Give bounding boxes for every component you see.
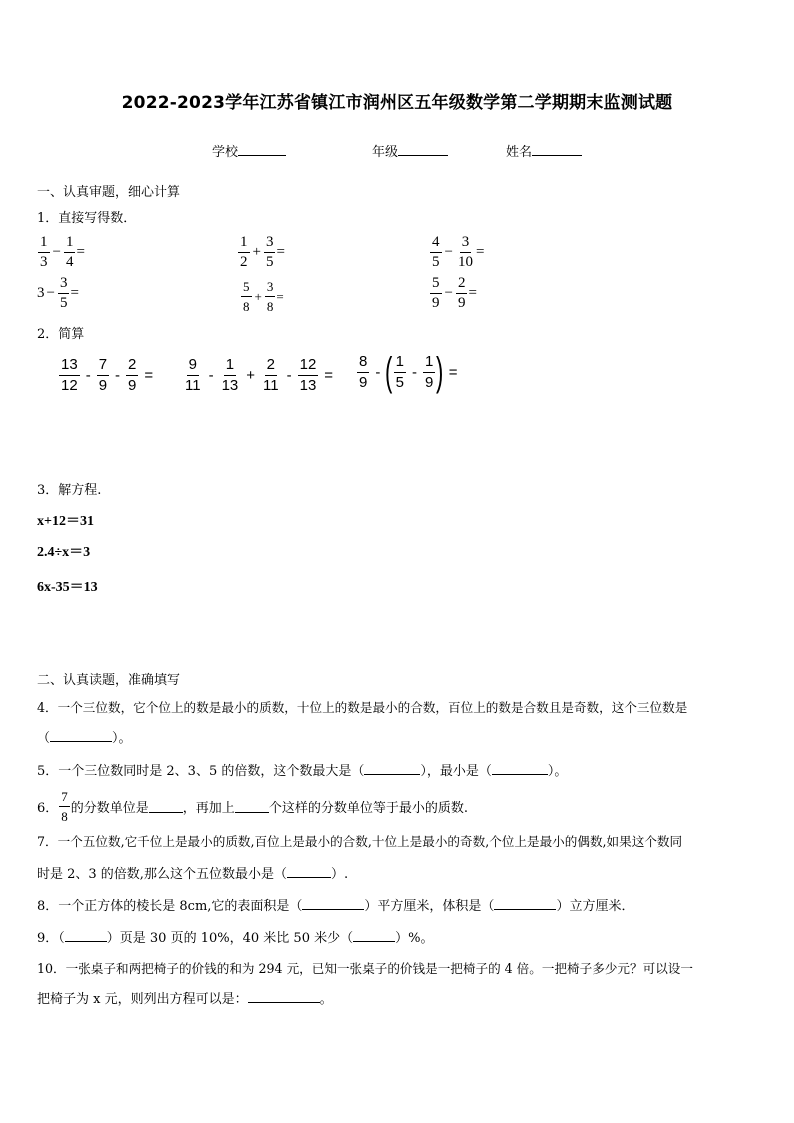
equation-3: 6x-35＝13: [37, 580, 98, 595]
q6-fraction: $\frac{7}{8}$: [61, 789, 68, 824]
q4-answer-line: （ ）。: [37, 731, 132, 746]
q1-item-6: $\frac{5}{9}$ − $\frac{2}{9}$ =: [432, 275, 477, 311]
q2-expression-1: $\frac{13}{12}$ - $\frac{7}{9}$ - $\frac{2}{9}$ =: [61, 356, 154, 394]
q4-text: 4．一个三位数，它个位上的数是最小的质数，十位上的数是最小的合数，百位上的数是合数且是奇数，这个三位数是: [37, 700, 688, 715]
q4-answer-blank[interactable]: [50, 729, 112, 742]
name-blank[interactable]: [532, 142, 582, 156]
section1-heading: 一、认真审题，细心计算: [37, 185, 181, 200]
q1-item-5: $\frac{5}{8}$ + $\frac{3}{8}$ =: [243, 279, 284, 314]
grade-label: 年级: [372, 145, 399, 160]
q7-answer-blank[interactable]: [287, 865, 331, 878]
equation-1: x+12＝31: [37, 514, 94, 529]
q6-blank-1[interactable]: [149, 800, 183, 813]
q7-answer-line: 时是 2、3 的倍数,那么这个五位数最小是（ ）.: [37, 867, 349, 882]
q2-expression-2: $\frac{9}{11}$ - $\frac{1}{13}$ + $\frac{2}{11}$ - $\frac{12}{13}$ =: [185, 356, 334, 394]
school-label: 学校: [212, 145, 239, 160]
right-paren: ): [436, 350, 444, 394]
q1-label: 1．直接写得数．: [37, 211, 137, 226]
q6-blank-2[interactable]: [235, 800, 269, 813]
q8-text: 8．一个正方体的棱长是 8cm,它的表面积是（ ）平方厘米，体积是（ ）立方厘米．: [37, 899, 635, 914]
name-label: 姓名: [506, 145, 533, 160]
q5-blank-max[interactable]: [364, 762, 420, 775]
q9-blank-1[interactable]: [65, 929, 107, 942]
grade-blank[interactable]: [398, 142, 448, 156]
section2-heading: 二、认真读题，准确填写: [37, 673, 181, 688]
left-paren: (: [385, 350, 393, 394]
q8-blank-area[interactable]: [302, 897, 364, 910]
q7-text: 7．一个五位数,它千位上是最小的质数,百位上是最小的合数,十位上是最小的奇数,个位上是最小的偶数,如果这个数同: [37, 834, 683, 849]
name-field[interactable]: [506, 141, 582, 160]
q3-label: 3．解方程.: [37, 483, 102, 498]
q2-label: 2．简算: [37, 327, 85, 342]
q10-answer-line: 把椅子为 x 元，则列出方程可以是： 。: [37, 992, 333, 1007]
q5-blank-min[interactable]: [492, 762, 548, 775]
q1-item-3: $\frac{4}{5}$ − $\frac{3}{10}$ =: [432, 234, 485, 270]
school-blank[interactable]: [238, 142, 286, 156]
page-title: 2022-2023学年江苏省镇江市润州区五年级数学第二学期期末监测试题: [121, 93, 673, 113]
q10-answer-blank[interactable]: [248, 990, 320, 1003]
q9-text: 9．（ ）页是 30 页的 10%，40 米比 50 米少（ ）%。: [37, 931, 434, 946]
q1-item-1: $\frac{1}{3}$ − $\frac{1}{4}$ =: [40, 234, 85, 270]
q10-text: 10．一张桌子和两把椅子的价钱的和为 294 元，已知一张桌子的价钱是一把椅子的 4 倍。一把椅子多少元？可以设一: [37, 961, 693, 976]
school-field[interactable]: [212, 141, 286, 160]
q9-blank-2[interactable]: [353, 929, 395, 942]
grade-field[interactable]: [372, 141, 448, 160]
q5-text: 5．一个三位数同时是 2、3、5 的倍数，这个数最大是（ ），最小是（ ）。: [37, 764, 568, 779]
equation-2: 2.4÷x＝3: [37, 545, 91, 560]
q1-item-4: 3 − $\frac{3}{5}$ =: [37, 275, 79, 311]
q6-text: 6． $\frac{7}{8}$ 的分数单位是 ，再加上 个这样的分数单位等于最小的质数.: [37, 789, 468, 824]
q1-item-2: $\frac{1}{2}$ + $\frac{3}{5}$ =: [240, 234, 285, 270]
q2-expression-3: $\frac{8}{9}$ - ( $\frac{1}{5}$ - $\frac{1}{9}$ ) =: [359, 350, 458, 394]
q8-blank-volume[interactable]: [494, 897, 556, 910]
